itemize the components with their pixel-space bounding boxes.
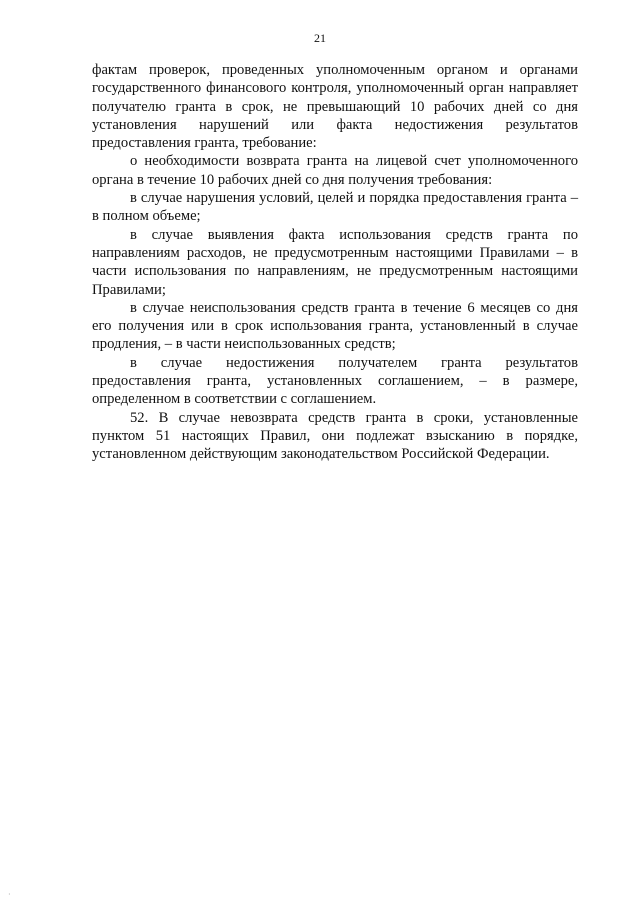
paragraph-violation-case: в случае нарушения условий, целей и порядка предоставления гранта – в полном объеме; bbox=[92, 190, 578, 225]
paragraph-return-requirement: о необходимости возврата гранта на лицевой счет уполномоченного органа в течение 10 рабочих дней со дня получения требования: bbox=[92, 153, 578, 188]
page-number: 21 bbox=[314, 31, 326, 45]
paragraph-clause-52: 52. В случае невозврата средств гранта в сроки, установленные пунктом 51 настоящих Правил, они подлежат взысканию в порядке, установленном действующим законодательством Российской Федерации. bbox=[92, 409, 578, 463]
scan-artifact-mark: · bbox=[8, 890, 11, 899]
paragraph-misuse-case: в случае выявления факта использования средств гранта по направлениям расходов, не предусмотренным настоящими Правилами – в части использования по направлениям, не предусмотренным настоящими Правилами; bbox=[92, 226, 578, 298]
paragraph-results-case: в случае недостижения получателем гранта результатов предоставления гранта, установленных соглашением, – в размере, определенном в соответствии с соглашением. bbox=[92, 354, 578, 408]
document-body bbox=[92, 61, 578, 464]
paragraph-nonuse-case: в случае неиспользования средств гранта в течение 6 месяцев со дня его получения или в срок использования гранта, установленный в случае продления, – в части неиспользованных средств; bbox=[92, 299, 578, 353]
paragraph-continuation: фактам проверок, проведенных уполномоченным органом и органами государственного финансового контроля, уполномоченный орган направляет получателю гранта в срок, не превышающий 10 рабочих дней со дня установления нарушений или факта недостижения результатов предоставления гранта, требование: bbox=[92, 62, 578, 152]
